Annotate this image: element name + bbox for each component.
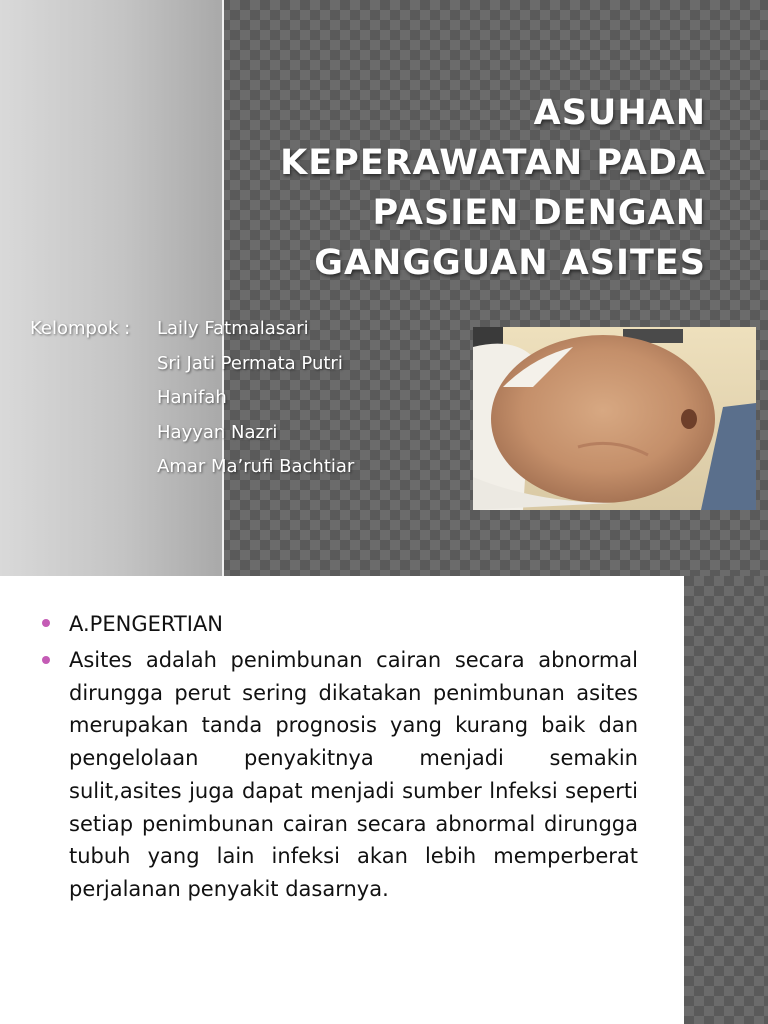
title-line: ASUHAN [533, 93, 706, 133]
bullet-dot-icon [42, 656, 50, 664]
patient-abdomen-photo [473, 327, 756, 510]
title-line: PASIEN DENGAN [372, 193, 706, 233]
definition-text: Asites adalah penimbunan cairan secara abnormal dirungga perut sering dikatakan penimbunan asites merupakan tanda prognosis yang kurang baik dan pengelolaan penyakitnya menjadi semakin sulit,asites juga dapat menjadi sumber lnfeksi seperti setiap penimbunan cairan secara abnormal dirungga tubuh yang lain infeksi akan lebih memperberat perjalanan penyakit dasarnya. [69, 648, 638, 901]
left-gradient-panel [0, 0, 224, 576]
title-line: KEPERAWATAN PADA [280, 143, 706, 183]
content-slide [0, 576, 768, 1024]
bullet-list [42, 606, 638, 906]
slide-title [236, 88, 706, 288]
member-name: Amar Ma’rufi Bachtiar [157, 456, 355, 477]
member-name: Laily Fatmalasari [157, 318, 309, 339]
member-row [30, 416, 354, 451]
member-row [30, 312, 354, 347]
member-name: Sri Jati Permata Putri [157, 352, 343, 374]
bullet-item-body [42, 644, 638, 906]
member-name: Hanifah [157, 387, 227, 408]
group-members [30, 312, 354, 485]
member-row [30, 381, 354, 416]
right-pattern-strip [684, 576, 768, 1024]
member-name: Hayyan Nazri [157, 421, 278, 443]
title-line: GANGGUAN ASITES [314, 243, 706, 283]
member-row [30, 450, 354, 485]
group-label: Kelompok : [30, 318, 131, 339]
bullet-item-heading [42, 606, 638, 642]
section-heading: A.PENGERTIAN [69, 612, 224, 636]
member-row [30, 347, 354, 382]
bullet-dot-icon [42, 619, 50, 627]
